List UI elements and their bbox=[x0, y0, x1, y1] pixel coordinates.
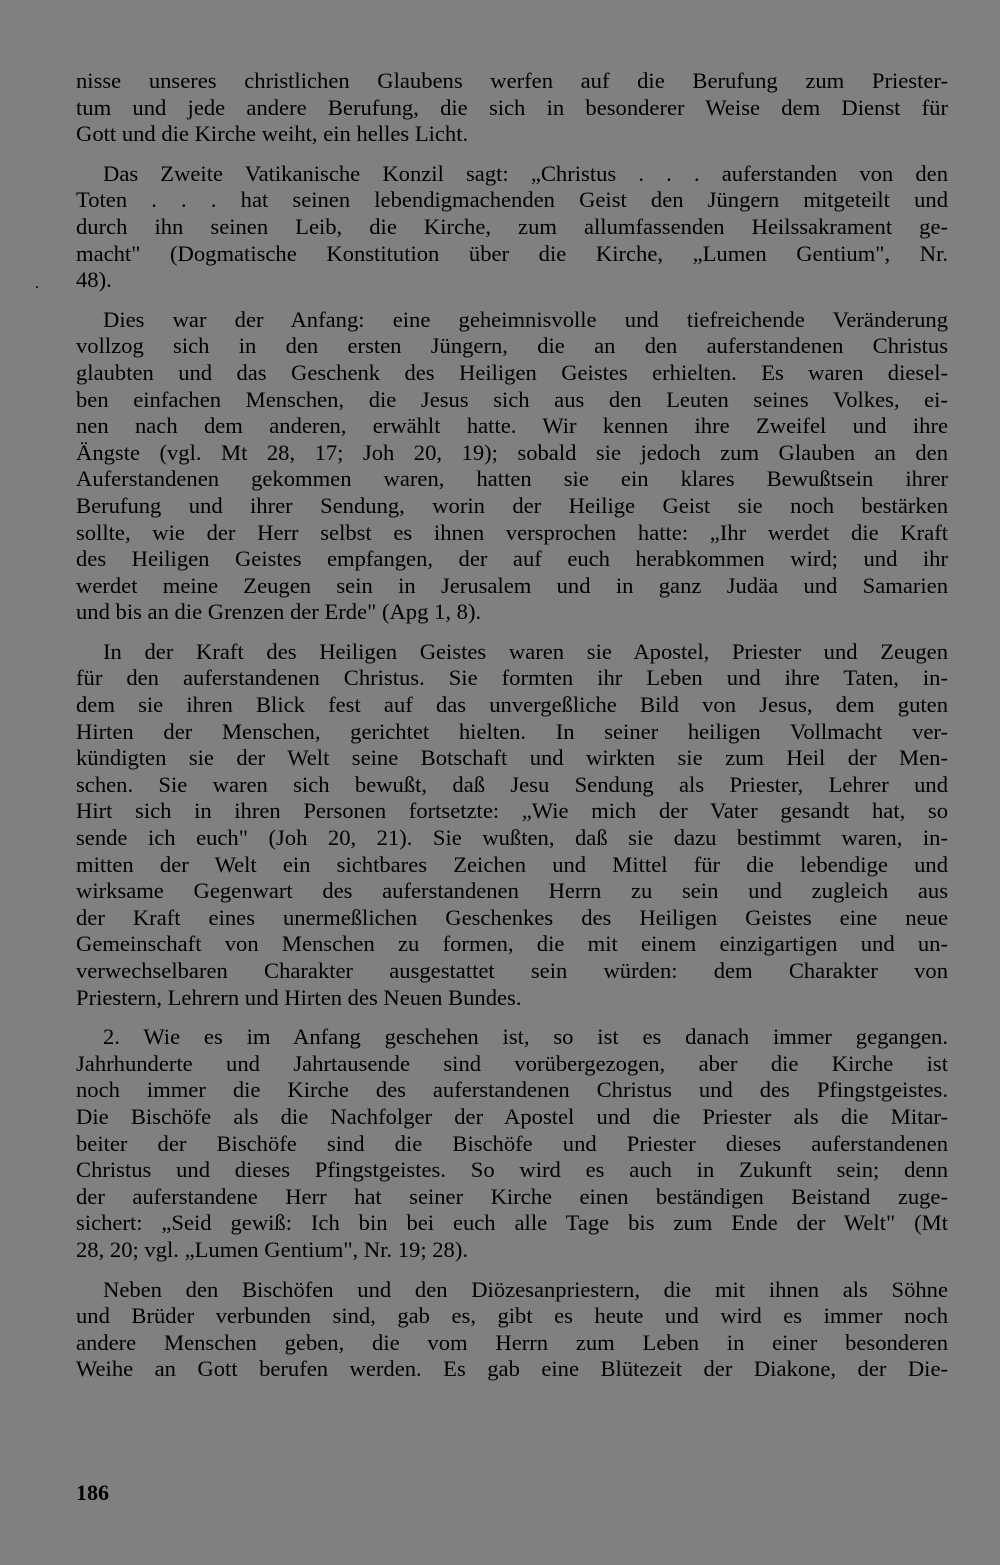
text-line: durch ihn seinen Leib, die Kirche, zum allumfassenden Heilssakrament ge- bbox=[76, 213, 948, 239]
text-line: Christus und dieses Pfingstgeistes. So wird es auch in Zukunft sein; denn bbox=[76, 1157, 948, 1183]
text-line: und bis an die Grenzen der Erde" (Apg 1, 8). bbox=[76, 599, 482, 625]
text-line: kündigten sie der Welt seine Botschaft und wirkten sie zum Heil der Men- bbox=[76, 745, 948, 771]
text-line: Dies war der Anfang: eine geheimnisvolle und tiefreichende Veränderung bbox=[103, 306, 948, 332]
text-line: Gott und die Kirche weiht, ein helles Licht. bbox=[76, 121, 469, 147]
text-line: ben einfachen Menschen, die Jesus sich aus den Leuten seines Volkes, ei- bbox=[76, 386, 948, 412]
text-line: Gemeinschaft von Menschen zu formen, die mit einem einzigartigen und un- bbox=[76, 931, 948, 957]
text-line: Weihe an Gott berufen werden. Es gab eine Blütezeit der Diakone, der Die- bbox=[76, 1356, 948, 1382]
text-line: mitten der Welt ein sichtbares Zeichen und Mittel für die lebendige und bbox=[76, 851, 948, 877]
text-line: 28, 20; vgl. „Lumen Gentium", Nr. 19; 28). bbox=[76, 1236, 469, 1262]
text-line: nisse unseres christlichen Glaubens werfen auf die Berufung zum Priester- bbox=[76, 68, 948, 93]
text-line: Toten . . . hat seinen lebendigmachenden Geist den Jüngern mitgeteilt und bbox=[76, 187, 948, 213]
text-line: Hirten der Menschen, gerichtet hielten. In seiner heiligen Vollmacht ver- bbox=[76, 718, 948, 744]
text-line: beiter der Bischöfe sind die Bischöfe und Priester dieses auferstandenen bbox=[76, 1130, 948, 1156]
text-line: Berufung und ihrer Sendung, worin der Heilige Geist sie noch bestärken bbox=[76, 492, 948, 518]
paragraph bbox=[76, 307, 948, 626]
page-body bbox=[76, 68, 948, 1396]
text-line: Priestern, Lehrern und Hirten des Neuen Bundes. bbox=[76, 984, 522, 1010]
text-line: Hirt sich in ihren Personen fortsetzte: „Wie mich der Vater gesandt hat, so bbox=[76, 798, 948, 824]
text-line: 48). bbox=[76, 267, 112, 293]
scan-speck bbox=[36, 286, 38, 288]
text-line: Jahrhunderte und Jahrtausende sind vorübergezogen, aber die Kirche ist bbox=[76, 1050, 948, 1076]
text-line: verwechselbaren Charakter ausgestattet sein würden: dem Charakter von bbox=[76, 958, 948, 983]
text-line: Neben den Bischöfen und den Diözesanpriestern, die mit ihnen als Söhne bbox=[103, 1276, 948, 1302]
text-line: dem sie ihren Blick fest auf das unvergeßliche Bild von Jesus, dem guten bbox=[76, 692, 948, 718]
text-line: Ängste (vgl. Mt 28, 17; Joh 20, 19); sobald sie jedoch zum Glauben an den bbox=[76, 439, 948, 465]
text-line: nen nach dem anderen, erwählt hatte. Wir kennen ihre Zweifel und ihre bbox=[76, 413, 948, 439]
text-line: andere Menschen geben, die vom Herrn zum Leben in einer besonderen bbox=[76, 1329, 948, 1355]
text-line: tum und jede andere Berufung, die sich in besonderer Weise dem Dienst für bbox=[76, 94, 948, 120]
text-line: schen. Sie waren sich bewußt, daß Jesu Sendung als Priester, Lehrer und bbox=[76, 771, 948, 797]
text-line: Die Bischöfe als die Nachfolger der Apostel und die Priester als die Mitar- bbox=[76, 1103, 948, 1129]
text-line: sollte, wie der Herr selbst es ihnen versprochen hatte: „Ihr werdet die Kraft bbox=[76, 519, 948, 545]
text-line: noch immer die Kirche des auferstandenen Christus und des Pfingstgeistes. bbox=[76, 1077, 948, 1103]
page-number: 186 bbox=[76, 1480, 109, 1505]
text-line: des Heiligen Geistes empfangen, der auf euch herabkommen wird; und ihr bbox=[76, 546, 948, 572]
text-line: In der Kraft des Heiligen Geistes waren sie Apostel, Priester und Zeugen bbox=[103, 638, 948, 664]
paragraph bbox=[76, 639, 948, 1011]
text-line: Das Zweite Vatikanische Konzil sagt: „Christus . . . auferstanden von den bbox=[103, 160, 948, 186]
text-line: vollzog sich in den ersten Jüngern, die an den auferstandenen Christus bbox=[76, 333, 948, 359]
text-line: 2. Wie es im Anfang geschehen ist, so ist es danach immer gegangen. bbox=[103, 1024, 948, 1050]
paragraph bbox=[76, 1024, 948, 1263]
text-line: der Kraft eines unermeßlichen Geschenkes des Heiligen Geistes eine neue bbox=[76, 904, 948, 930]
text-line: wirksame Gegenwart des auferstandenen Herrn zu sein und zugleich aus bbox=[76, 878, 948, 904]
text-line: sende ich euch" (Joh 20, 21). Sie wußten, daß sie dazu bestimmt waren, in- bbox=[76, 825, 948, 851]
text-line: für den auferstandenen Christus. Sie formten ihr Leben und ihre Taten, in- bbox=[76, 665, 948, 691]
text-line: werdet meine Zeugen sein in Jerusalem und in ganz Judäa und Samarien bbox=[76, 572, 948, 598]
paragraph bbox=[76, 1277, 948, 1383]
text-line: macht" (Dogmatische Konstitution über die Kirche, „Lumen Gentium", Nr. bbox=[76, 240, 948, 266]
text-line: Auferstandenen gekommen waren, hatten sie ein klares Bewußtsein ihrer bbox=[76, 466, 948, 492]
text-line: und Brüder verbunden sind, gab es, gibt es heute und wird es immer noch bbox=[76, 1303, 948, 1329]
text-line: der auferstandene Herr hat seiner Kirche einen beständigen Beistand zuge- bbox=[76, 1183, 948, 1209]
paragraph bbox=[76, 161, 948, 294]
text-line: sichert: „Seid gewiß: Ich bin bei euch alle Tage bis zum Ende der Welt" (Mt bbox=[76, 1210, 948, 1236]
text-line: glaubten und das Geschenk des Heiligen Geistes erhielten. Es waren diesel- bbox=[76, 359, 948, 385]
paragraph bbox=[76, 68, 948, 148]
